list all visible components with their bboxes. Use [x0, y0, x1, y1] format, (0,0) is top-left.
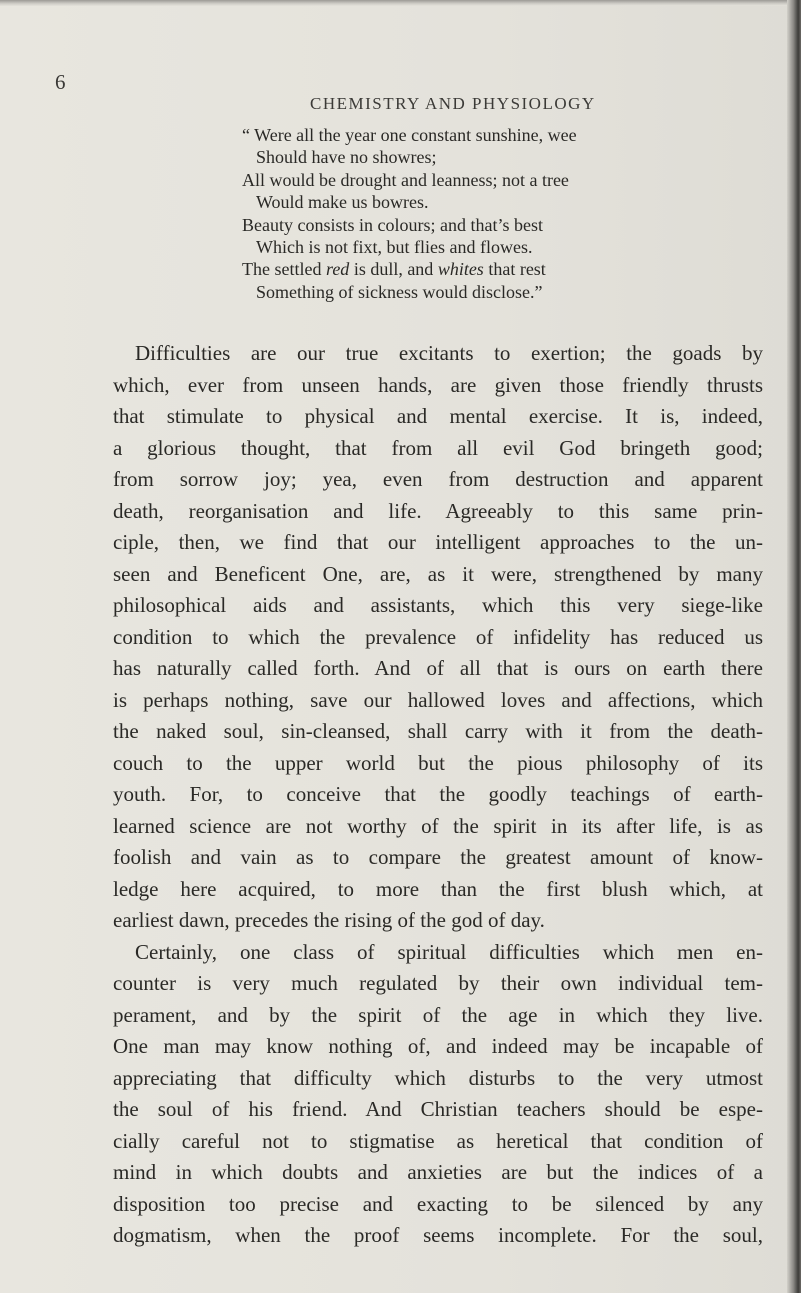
- text-line: Certainly, one class of spiritual difficulties which men en-: [135, 939, 763, 964]
- body-text: [113, 338, 763, 1252]
- text-line: that stimulate to physical and mental exercise. It is, indeed,: [113, 404, 763, 428]
- poem-line: Would make us bowres.: [256, 192, 429, 213]
- poem-text: The settled: [242, 259, 326, 280]
- text-line: One man may know nothing of, and indeed may be incapable of: [113, 1034, 763, 1058]
- poem-quotation: [242, 124, 742, 303]
- text-line: the naked soul, sin-cleansed, shall carry with it from the death-: [113, 719, 763, 743]
- poem-line: All would be drought and leanness; not a tree: [242, 169, 569, 190]
- page-number: 6: [55, 70, 66, 94]
- text-line: couch to the upper world but the pious philosophy of its: [113, 750, 763, 775]
- poem-italic-word: red: [325, 259, 350, 280]
- text-line: youth. For, to conceive that the goodly teachings of earth-: [113, 782, 763, 806]
- text-line: a glorious thought, that from all evil God bringeth good;: [113, 435, 763, 460]
- poem-line: Beauty consists in colours; and that’s best: [242, 214, 543, 235]
- text-line: death, reorganisation and life. Agreeably to this same prin-: [113, 498, 763, 523]
- poem-text: is dull, and: [349, 259, 438, 280]
- text-line: which, ever from unseen hands, are given those friendly thrusts: [113, 372, 763, 397]
- text-line: mind in which doubts and anxieties are but the indices of a: [113, 1160, 763, 1184]
- text-line: condition to which the prevalence of infidelity has reduced us: [113, 624, 763, 649]
- text-line: perament, and by the spirit of the age in which they live.: [113, 1002, 763, 1027]
- text-line: philosophical aids and assistants, which this very siege-like: [113, 593, 763, 617]
- poem-text: that rest: [483, 259, 546, 280]
- text-line: seen and Beneficent One, are, as it were, strengthened by many: [113, 561, 763, 586]
- book-spine-edge: [787, 0, 801, 1293]
- text-line: cially careful not to stigmatise as heretical that condition of: [113, 1128, 763, 1153]
- text-line: earliest dawn, precedes the rising of the god of day.: [113, 908, 545, 932]
- text-line: appreciating that difficulty which disturbs to the very utmost: [113, 1065, 763, 1090]
- text-line: ledge here acquired, to more than the first blush which, at: [113, 876, 763, 901]
- text-line: foolish and vain as to compare the greatest amount of know-: [113, 845, 763, 869]
- poem-line: [242, 258, 742, 280]
- scan-top-edge: [0, 0, 801, 6]
- running-head: CHEMISTRY AND PHYSIOLOGY: [310, 94, 596, 113]
- text-line: learned science are not worthy of the spirit in its after life, is as: [113, 813, 763, 838]
- poem-line: Something of sickness would disclose.”: [256, 281, 543, 302]
- text-line: disposition too precise and exacting to be silenced by any: [113, 1191, 763, 1216]
- text-line: dogmatism, when the proof seems incomplete. For the soul,: [113, 1223, 763, 1247]
- text-line: the soul of his friend. And Christian teachers should be espe-: [113, 1097, 763, 1121]
- text-line: ciple, then, we find that our intelligent approaches to the un-: [113, 530, 763, 554]
- text-line: from sorrow joy; yea, even from destruction and apparent: [113, 467, 763, 491]
- text-line: counter is very much regulated by their own individual tem-: [113, 971, 763, 995]
- poem-line: Should have no showres;: [256, 147, 437, 168]
- poem-line: Which is not fixt, but flies and flowes.: [256, 236, 533, 257]
- text-line: Difficulties are our true excitants to exertion; the goads by: [135, 341, 763, 365]
- poem-italic-word: whites: [437, 259, 484, 280]
- poem-line: “ Were all the year one constant sunshine, wee: [242, 125, 577, 145]
- text-line: has naturally called forth. And of all that is ours on earth there: [113, 656, 763, 680]
- text-line: is perhaps nothing, save our hallowed loves and affections, which: [113, 687, 763, 712]
